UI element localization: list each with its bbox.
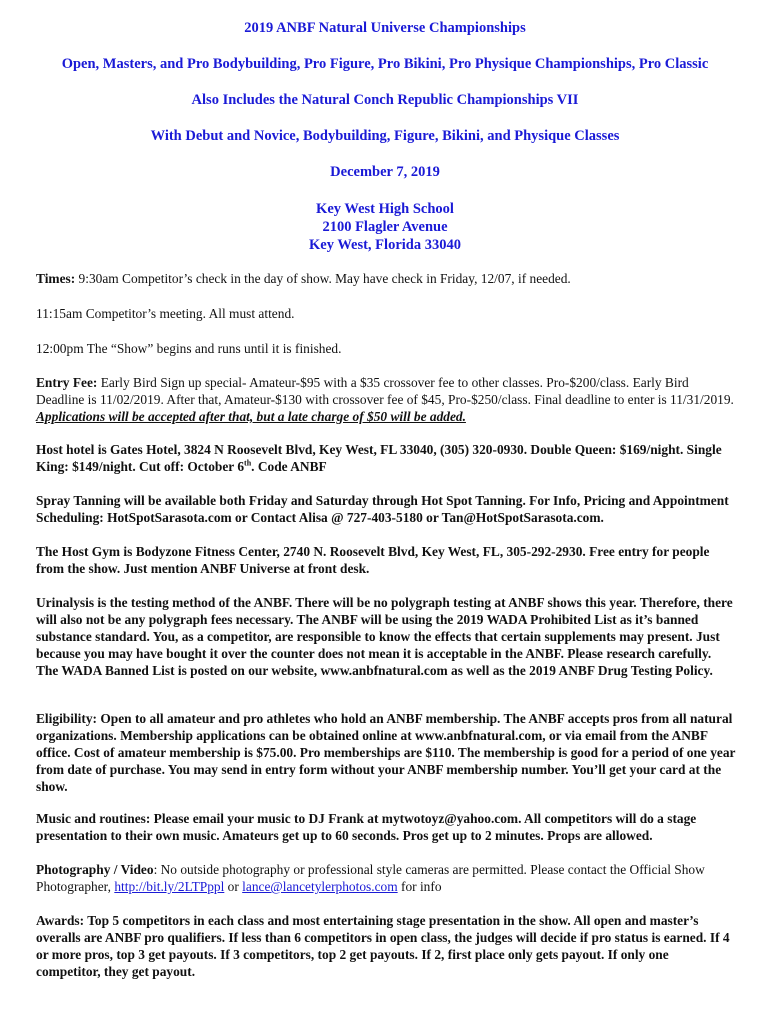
times-label: Times: xyxy=(36,271,76,286)
photographer-short-link[interactable]: http://bit.ly/2LTPppl xyxy=(114,879,225,894)
awards-paragraph: Awards: Top 5 competitors in each class and most entertaining stage presentation in the show. All open and master’s overalls are ANBF pro qualifiers. If less than 6 competitors in open class, the judges will decide if pro status is earned. If 4 or more pros, top 3 get payouts. If 3 competitors, top 2 get payouts. If 2, first place only gets payout. If only one competitor, they get payout. xyxy=(36,913,730,979)
times-text: 9:30am Competitor’s check in the day of show. May have check in Friday, 12/07, if needed. xyxy=(75,271,571,286)
late-charge-note: Applications will be accepted after that, but a late charge of $50 will be added. xyxy=(36,409,466,424)
times-line-1 xyxy=(36,270,736,287)
entry-fee-label: Entry Fee: xyxy=(36,375,98,390)
venue-street: 2100 Flagler Avenue xyxy=(322,219,448,235)
venue-city: Key West, Florida 33040 xyxy=(309,237,461,253)
event-also-includes: Also Includes the Natural Conch Republic Championships VII xyxy=(191,92,579,108)
event-date: December 7, 2019 xyxy=(330,164,440,180)
urinalysis-paragraph: Urinalysis is the testing method of the ANBF. There will be no polygraph testing at ANBF shows this year. Therefore, there will also not be any polygraph fees necessary. The ANBF will be using the 2019 WADA Prohibited List as it’s banned substance standard. You, as a competitor, are responsible to know the effects that certain supplements may present. Just because you may have bought it over the counter does not mean it is acceptable in the ANBF. Please research carefully. The WADA Banned List is posted on our website, www.anbfnatural.com as well as the 2019 ANBF Drug Testing Policy. xyxy=(36,595,733,678)
photography-text: : No outside photography or professional style cameras are permitted. Please contact the Official Show Photographer, xyxy=(36,862,705,894)
hotel-tail: . Code ANBF xyxy=(251,459,327,474)
event-title: 2019 ANBF Natural Universe Championships xyxy=(244,20,526,36)
photography-label: Photography / Video xyxy=(36,862,154,877)
event-debut-classes: With Debut and Novice, Bodybuilding, Figure, Bikini, and Physique Classes xyxy=(150,128,620,144)
photography-paragraph xyxy=(36,861,736,895)
header-block xyxy=(0,20,770,37)
times-line-3: 12:00pm The “Show” begins and runs until it is finished. xyxy=(36,341,342,356)
photography-or: or xyxy=(224,879,243,894)
tanning-paragraph: Spray Tanning will be available both Friday and Saturday through Hot Spot Tanning. For Info, Pricing and Appointment Scheduling: HotSpotSarasota.com or Contact Alisa @ 727-403-5180 or Tan@HotSpotSarasota.com. xyxy=(36,493,729,525)
hotel-sup: th xyxy=(244,458,252,468)
times-line-2: 11:15am Competitor’s meeting. All must attend. xyxy=(36,306,295,321)
hotel-text: Host hotel is Gates Hotel, 3824 N Roosevelt Blvd, Key West, FL 33040, (305) 320-0930. Double Queen: $169/night. Single King: $149/night. Cut off: October 6 xyxy=(36,442,722,474)
eligibility-paragraph: Eligibility: Open to all amateur and pro athletes who hold an ANBF membership. The ANBF accepts pros from all natural organizations. Membership applications can be obtained online at www.anbfnatural.com, or via email from the ANBF office. Cost of amateur membership is $75.00. Pro memberships are $110. The membership is good for a period of one year from date of purchase. You may send in entry form without your ANBF membership number. You’ll get your card at the show. xyxy=(36,711,736,794)
event-divisions: Open, Masters, and Pro Bodybuilding, Pro Figure, Pro Bikini, Pro Physique Championships, Pro Classic xyxy=(61,56,709,72)
venue-name: Key West High School xyxy=(316,201,454,217)
hotel-paragraph xyxy=(36,441,736,475)
music-paragraph: Music and routines: Please email your music to DJ Frank at mytwotoyz@yahoo.com. All competitors will do a stage presentation to their own music. Amateurs get up to 60 seconds. Pros get up to 2 minutes. Props are allowed. xyxy=(36,811,697,843)
entry-fee-paragraph xyxy=(36,374,736,425)
gym-paragraph: The Host Gym is Bodyzone Fitness Center, 2740 N. Roosevelt Blvd, Key West, FL, 305-292-2930. Free entry for people from the show. Just mention ANBF Universe at front desk. xyxy=(36,544,710,576)
photography-tail: for info xyxy=(397,879,442,894)
entry-fee-text: Early Bird Sign up special- Amateur-$95 with a $35 crossover fee to other classes. Pro-$200/class. Early Bird Deadline is 11/02/2019. After that, Amateur-$130 with crossover fee of $45, Pro-$250/class. Final deadline to enter is 11/31/2019. xyxy=(36,375,734,407)
photographer-email-link[interactable]: lance@lancetylerphotos.com xyxy=(242,879,398,894)
